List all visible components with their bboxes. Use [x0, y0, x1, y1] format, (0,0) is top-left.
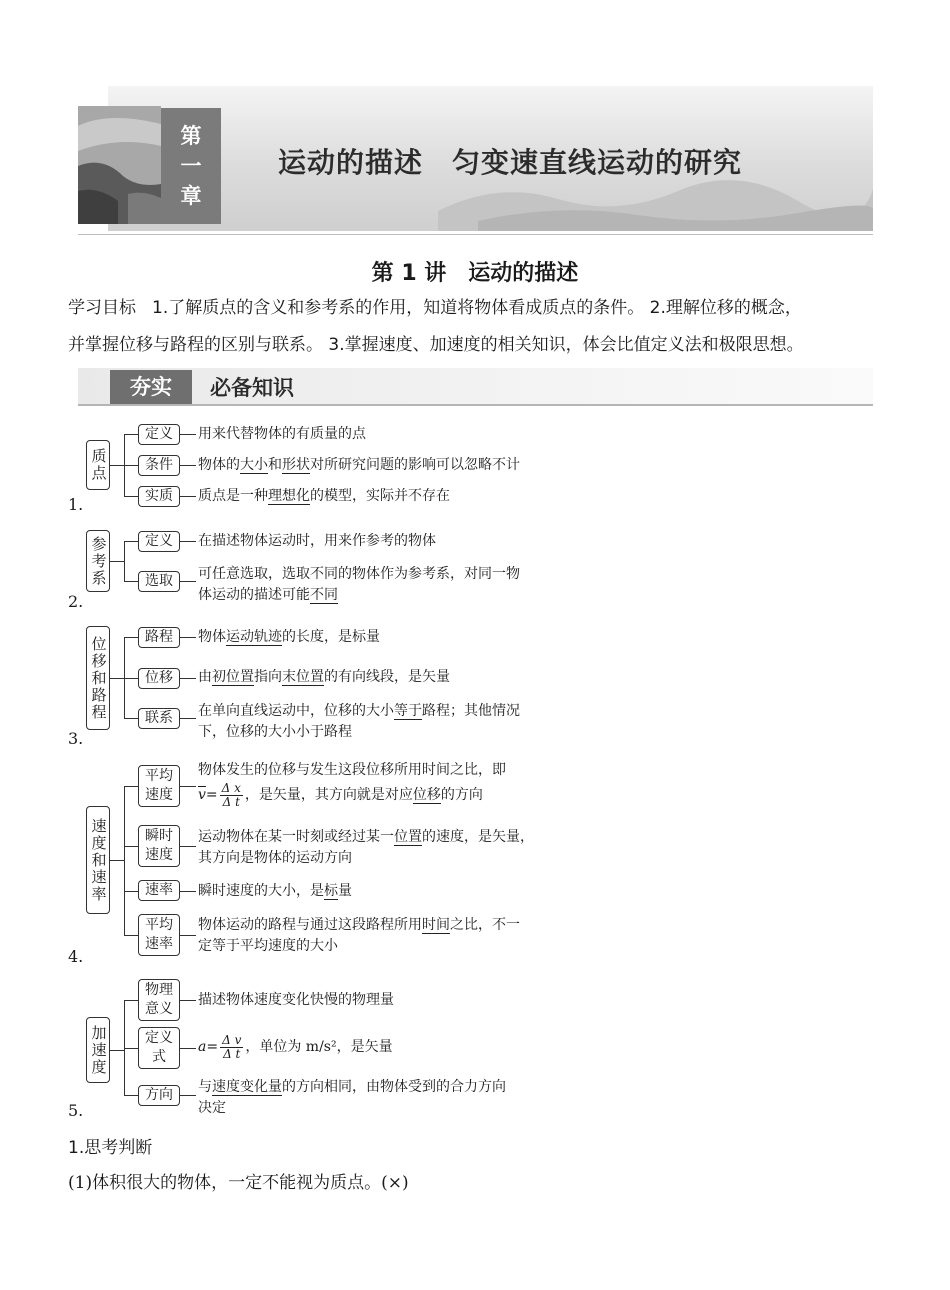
branch-description: 物体的大小和形状对所研究问题的影响可以忽略不计 [198, 457, 520, 473]
item-number: 4. [68, 947, 84, 966]
chapter-banner [78, 86, 873, 237]
branch-description: 下，位移的大小小于路程 [198, 724, 352, 740]
branch-description: 与速度变化量的方向相同，由物体受到的合力方向 [198, 1079, 506, 1095]
branch-box: 瞬时速度 [138, 825, 180, 867]
branch-description: 其方向是物体的运动方向 [198, 850, 352, 866]
chapter-tag-char: 第 [180, 124, 202, 148]
learning-goals [68, 290, 888, 364]
branch-box: 联系 [138, 708, 180, 729]
branch-box: 定义式 [138, 1027, 180, 1069]
branch-box: 路程 [138, 627, 180, 648]
branch-description: 描述物体速度变化快慢的物理量 [198, 992, 394, 1008]
branch-description: a= $\frac{\text{Δ v}}{\text{Δ t}}$ ，单位为 m/s²，是矢量 [198, 1032, 393, 1061]
item-number: 5. [68, 1101, 84, 1120]
branch-box: 平均速度 [138, 765, 180, 807]
branch-box: 实质 [138, 486, 180, 507]
map-root: 质点 [86, 440, 110, 490]
map-root: 位移和路程 [86, 626, 110, 730]
chapter-tag-char: 一 [180, 154, 202, 178]
landscape-photo [78, 106, 161, 224]
branch-description: 定等于平均速度的大小 [198, 938, 338, 954]
branch-description: 瞬时速度的大小，是标量 [198, 883, 352, 899]
cliff-landscape-icon [78, 106, 161, 224]
branch-description: 由初位置指向末位置的有向线段，是矢量 [198, 669, 450, 685]
branch-box: 方向 [138, 1085, 180, 1106]
branch-box: 条件 [138, 455, 180, 476]
chapter-tag [161, 108, 221, 224]
map-root: 加速度 [86, 1017, 110, 1083]
chapter-title: 运动的描述 匀变速直线运动的研究 [278, 146, 743, 179]
fraction: $\frac{\text{Δ x}}{\text{Δ t}}$ [221, 780, 241, 809]
goals-label: 学习目标 [68, 298, 136, 318]
branch-description: 质点是一种理想化的模型，实际并不存在 [198, 488, 450, 504]
item-number: 2. [68, 592, 84, 611]
branch-description: 物体发生的位移与发生这段位移所用时间之比，即 [198, 762, 506, 778]
branch-box: 平均速率 [138, 914, 180, 956]
goals-text-2: 并掌握位移与路程的区别与联系。 3.掌握速度、加速度的相关知识，体会比值定义法和极限思想。 [68, 335, 804, 355]
map-root: 速度和速率 [86, 806, 110, 914]
goals-line-1 [68, 290, 888, 327]
goals-text-1: 1.了解质点的含义和参考系的作用，知道将物体看成质点的条件。 2.理解位移的概念， [152, 298, 802, 318]
branch-description: 决定 [198, 1100, 226, 1116]
branch-box: 选取 [138, 571, 180, 592]
branch-description: 用来代替物体的有质量的点 [198, 426, 366, 442]
branch-description: 在描述物体运动时，用来作参考的物体 [198, 533, 436, 549]
branch-description: 运动物体在某一时刻或经过某一位置的速度，是矢量， [198, 829, 534, 845]
branch-box: 定义 [138, 424, 180, 445]
branch-description: 可任意选取，选取不同的物体作为参考系，对同一物 [198, 566, 520, 582]
lesson-title: 第 1 讲 运动的描述 [371, 261, 579, 286]
branch-box: 位移 [138, 668, 180, 689]
branch-description: $\overline{v}=$ $\frac{\text{Δ x}}{\text{Δ t}}$ ，是矢量，其方向就是对应位移的方向 [198, 780, 483, 809]
section-header [78, 368, 873, 406]
exercise-item: (1)体积很大的物体，一定不能视为质点。(×) [68, 1173, 409, 1193]
branch-description: 在单向直线运动中，位移的大小等于路程；其他情况 [198, 703, 520, 719]
branch-description: 物体运动的路程与通过这段路程所用时间之比，不一 [198, 917, 520, 933]
branch-box: 定义 [138, 531, 180, 552]
item-number: 3. [68, 729, 84, 748]
item-number: 1. [68, 495, 84, 514]
banner-divider [78, 234, 873, 235]
branch-description: 体运动的描述可能不同 [198, 587, 338, 603]
branch-box: 速率 [138, 880, 180, 901]
branch-box: 物理意义 [138, 979, 180, 1021]
chapter-tag-char: 章 [180, 184, 202, 208]
map-root: 参考系 [86, 530, 110, 592]
section-tag: 夯实 [110, 370, 192, 404]
branch-description: 物体运动轨迹的长度，是标量 [198, 629, 380, 645]
section-title: 必备知识 [210, 376, 294, 400]
exercise-heading: 1.思考判断 [68, 1138, 153, 1158]
fraction: $\frac{\text{Δ v}}{\text{Δ t}}$ [222, 1032, 242, 1061]
